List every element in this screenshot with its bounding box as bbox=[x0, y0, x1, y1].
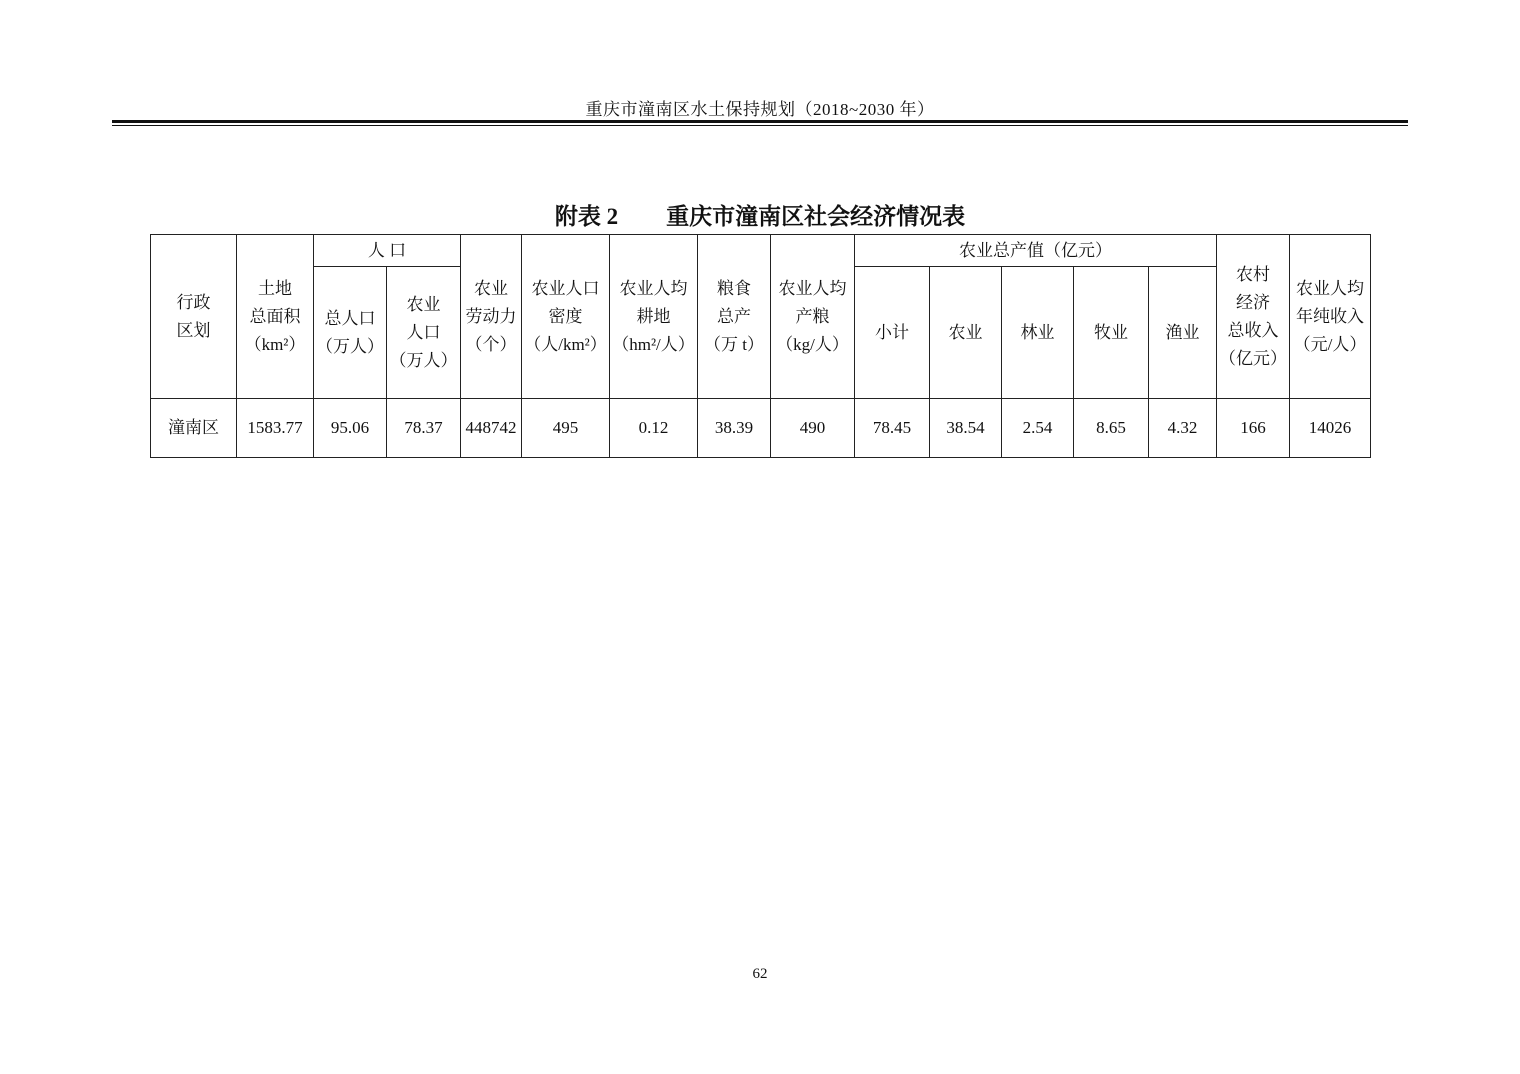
cell-land-area: 1583.77 bbox=[237, 399, 314, 458]
socioeconomic-table bbox=[150, 234, 1371, 458]
col-header-admin-division: 行政 区划 bbox=[151, 235, 237, 399]
cell-subtotal: 78.45 bbox=[855, 399, 930, 458]
cell-husbandry: 8.65 bbox=[1074, 399, 1149, 458]
cell-agri-pop: 78.37 bbox=[387, 399, 461, 458]
col-header-total-pop: 总人口 （万人） bbox=[314, 267, 387, 399]
col-header-agri-pop-density: 农业人口 密度 （人/km²） bbox=[522, 235, 610, 399]
cell-net-income-per-capita: 14026 bbox=[1290, 399, 1371, 458]
page-number: 62 bbox=[752, 966, 768, 982]
cell-agri-pop-density: 495 bbox=[522, 399, 610, 458]
col-header-subtotal: 小计 bbox=[855, 267, 930, 399]
table-title-label: 附表 2 bbox=[554, 204, 619, 229]
table-row bbox=[151, 399, 1371, 458]
col-header-rural-income: 农村 经济 总收入 （亿元） bbox=[1217, 235, 1290, 399]
col-header-agri-pop: 农业 人口 （万人） bbox=[387, 267, 461, 399]
cell-agriculture: 38.54 bbox=[930, 399, 1002, 458]
table-title-name: 重庆市潼南区社会经济情况表 bbox=[666, 204, 966, 229]
header-rule-thick bbox=[112, 120, 1408, 123]
cell-total-pop: 95.06 bbox=[314, 399, 387, 458]
header-rule-thin bbox=[112, 125, 1408, 126]
col-header-net-income-per-capita: 农业人均 年纯收入 （元/人） bbox=[1290, 235, 1371, 399]
group-header-population: 人 口 bbox=[314, 235, 461, 267]
cell-rural-income: 166 bbox=[1217, 399, 1290, 458]
cell-fishery: 4.32 bbox=[1149, 399, 1217, 458]
cell-admin-division: 潼南区 bbox=[151, 399, 237, 458]
col-header-land-area: 土地 总面积 （km²） bbox=[237, 235, 314, 399]
header-row-1 bbox=[151, 235, 1371, 267]
col-header-grain-output: 粮食 总产 （万 t） bbox=[698, 235, 771, 399]
cell-grain-per-capita: 490 bbox=[771, 399, 855, 458]
page-header-title: 重庆市潼南区水土保持规划（2018~2030 年） bbox=[585, 100, 935, 119]
col-header-cropland-per-capita: 农业人均 耕地 （hm²/人） bbox=[610, 235, 698, 399]
col-header-fishery: 渔业 bbox=[1149, 267, 1217, 399]
cell-forestry: 2.54 bbox=[1002, 399, 1074, 458]
col-header-forestry: 林业 bbox=[1002, 267, 1074, 399]
col-header-agri-labor: 农业 劳动力 （个） bbox=[461, 235, 522, 399]
cell-cropland-per-capita: 0.12 bbox=[610, 399, 698, 458]
cell-agri-labor: 448742 bbox=[461, 399, 522, 458]
group-header-agri-output: 农业总产值（亿元） bbox=[855, 235, 1217, 267]
col-header-husbandry: 牧业 bbox=[1074, 267, 1149, 399]
table-title bbox=[150, 198, 1370, 231]
col-header-agriculture: 农业 bbox=[930, 267, 1002, 399]
col-header-grain-per-capita: 农业人均 产粮 （kg/人） bbox=[771, 235, 855, 399]
cell-grain-output: 38.39 bbox=[698, 399, 771, 458]
